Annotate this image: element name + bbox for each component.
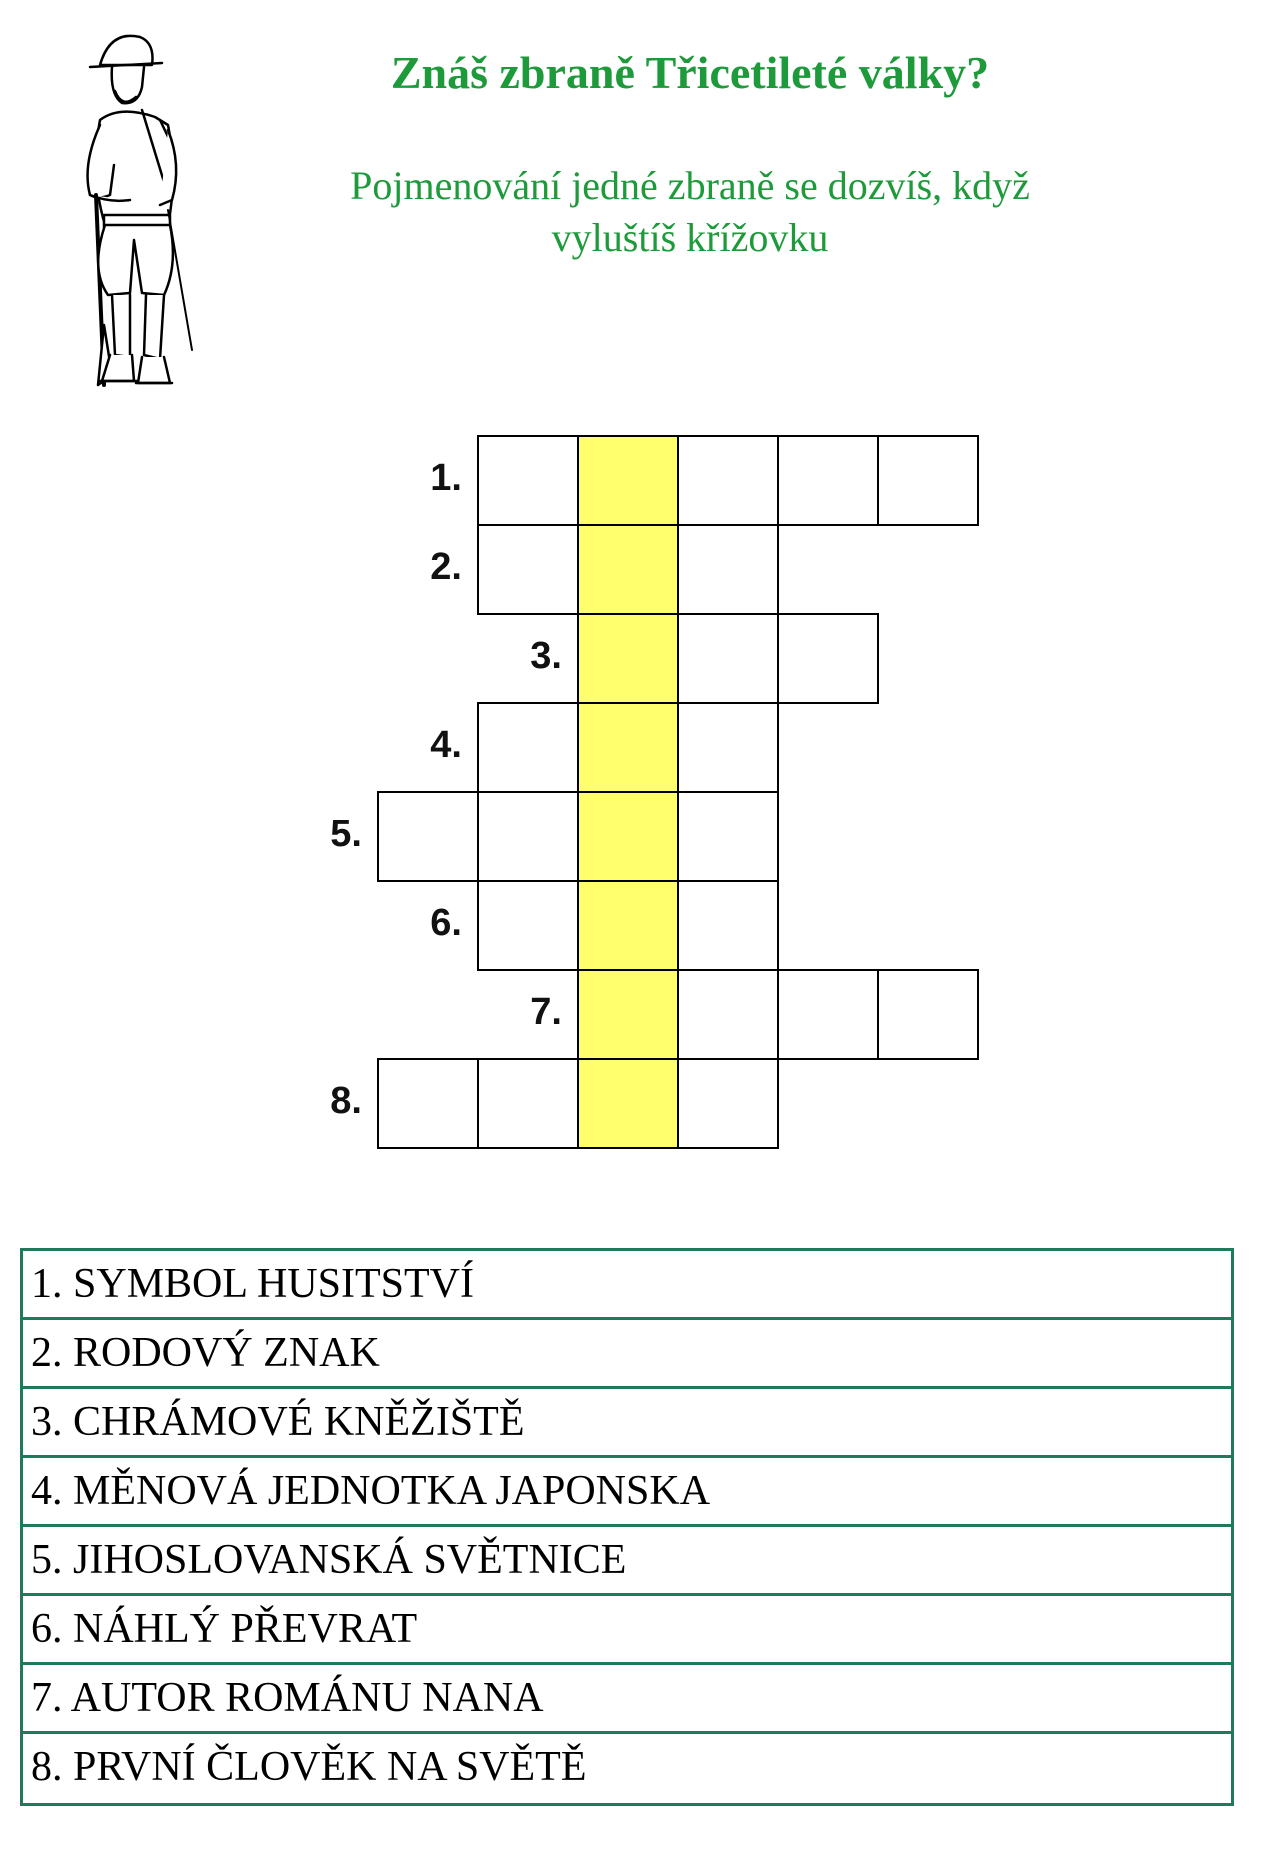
row-number-5: 5. — [330, 813, 362, 855]
crossword-cell-r5-c3[interactable] — [577, 791, 679, 882]
musketeer-soldier-drawing — [60, 25, 200, 395]
crossword-cell-r2-c3[interactable] — [577, 524, 679, 615]
crossword-cell-r1-c6[interactable] — [877, 435, 979, 526]
crossword-cell-r7-c4[interactable] — [677, 969, 779, 1060]
crossword-cell-r5-c2[interactable] — [477, 791, 579, 882]
crossword-cell-r3-c5[interactable] — [777, 613, 879, 704]
row-number-2: 2. — [430, 546, 462, 588]
instructions-line-1: Pojmenování jedné zbraně se dozvíš, když — [350, 163, 1030, 208]
crossword-cell-r7-c6[interactable] — [877, 969, 979, 1060]
crossword-cell-r4-c3[interactable] — [577, 702, 679, 793]
row-number-7: 7. — [530, 991, 562, 1033]
crossword-cell-r7-c5[interactable] — [777, 969, 879, 1060]
crossword-cell-r8-c1[interactable] — [377, 1058, 479, 1149]
crossword-cell-r3-c3[interactable] — [577, 613, 679, 704]
crossword-cell-r6-c2[interactable] — [477, 880, 579, 971]
row-number-3: 3. — [530, 635, 562, 677]
crossword-cell-r5-c1[interactable] — [377, 791, 479, 882]
clue-2: 2. RODOVÝ ZNAK — [23, 1320, 1231, 1389]
crossword-cell-r4-c4[interactable] — [677, 702, 779, 793]
crossword-cell-r8-c3[interactable] — [577, 1058, 679, 1149]
instructions-line-2: vyluštíš křížovku — [551, 215, 829, 260]
crossword-cell-r2-c4[interactable] — [677, 524, 779, 615]
clue-1: 1. SYMBOL HUSITSTVÍ — [23, 1251, 1231, 1320]
clue-4: 4. MĚNOVÁ JEDNOTKA JAPONSKA — [23, 1458, 1231, 1527]
crossword-cell-r1-c4[interactable] — [677, 435, 779, 526]
clue-list — [20, 1248, 1234, 1806]
crossword-cell-r6-c4[interactable] — [677, 880, 779, 971]
row-number-8: 8. — [330, 1080, 362, 1122]
crossword-cell-r3-c4[interactable] — [677, 613, 779, 704]
crossword-cell-r1-c5[interactable] — [777, 435, 879, 526]
row-number-6: 6. — [430, 902, 462, 944]
clue-7: 7. AUTOR ROMÁNU NANA — [23, 1665, 1231, 1734]
clue-8: 8. PRVNÍ ČLOVĚK NA SVĚTĚ — [31, 1744, 587, 1790]
instructions — [300, 160, 1080, 264]
crossword-cell-r6-c3[interactable] — [577, 880, 679, 971]
crossword-cell-r8-c2[interactable] — [477, 1058, 579, 1149]
row-number-4: 4. — [430, 724, 462, 766]
row-number-1: 1. — [430, 457, 462, 499]
crossword-cell-r2-c2[interactable] — [477, 524, 579, 615]
page-title: Znáš zbraně Třicetileté války? — [390, 47, 990, 98]
clue-6: 6. NÁHLÝ PŘEVRAT — [23, 1596, 1231, 1665]
crossword-cell-r7-c3[interactable] — [577, 969, 679, 1060]
crossword-cell-r5-c4[interactable] — [677, 791, 779, 882]
crossword-cell-r4-c2[interactable] — [477, 702, 579, 793]
crossword-cell-r1-c3[interactable] — [577, 435, 679, 526]
crossword-cell-r1-c2[interactable] — [477, 435, 579, 526]
clue-5: 5. JIHOSLOVANSKÁ SVĚTNICE — [23, 1527, 1231, 1596]
clue-3: 3. CHRÁMOVÉ KNĚŽIŠTĚ — [23, 1389, 1231, 1458]
crossword-cell-r8-c4[interactable] — [677, 1058, 779, 1149]
